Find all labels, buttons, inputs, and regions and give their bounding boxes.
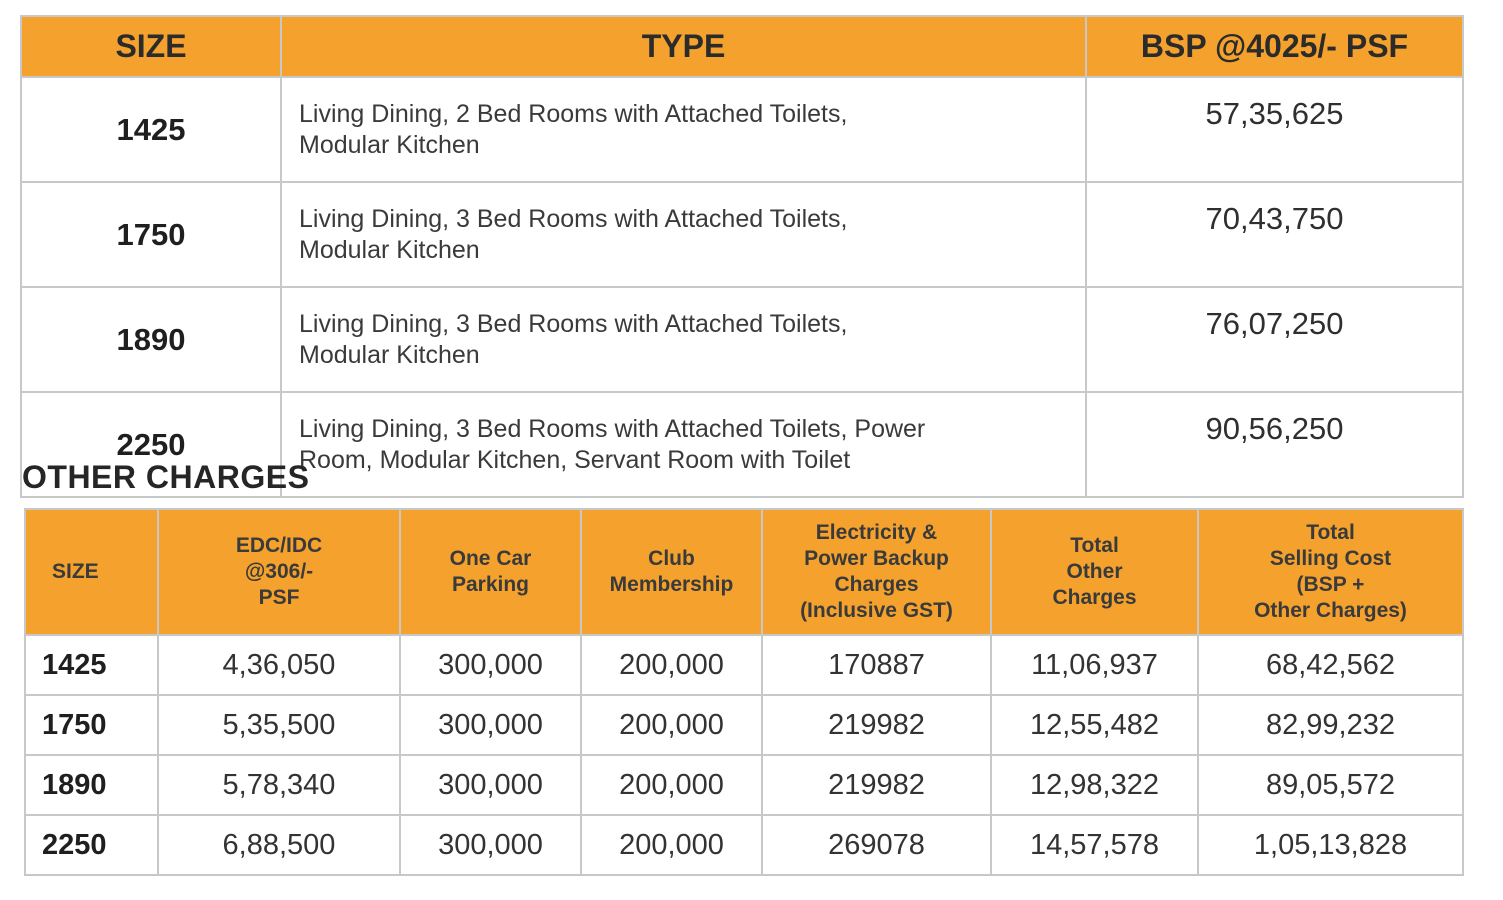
size-cell: 1750 bbox=[21, 182, 281, 287]
type-line: Room, Modular Kitchen, Servant Room with Toilet bbox=[299, 445, 851, 474]
edc-idc-cell: 4,36,050 bbox=[158, 635, 400, 695]
type-line: Modular Kitchen bbox=[299, 340, 480, 369]
total-other-charges-column-header bbox=[991, 509, 1198, 635]
size-cell: 1425 bbox=[25, 635, 158, 695]
header-line: Total bbox=[1070, 534, 1119, 557]
header-line: @306/- bbox=[244, 560, 314, 583]
header-line: Charges bbox=[834, 573, 919, 596]
club-membership-cell: 200,000 bbox=[581, 695, 762, 755]
edc-idc-cell: 6,88,500 bbox=[158, 815, 400, 875]
header-line: Power Backup bbox=[804, 547, 949, 570]
parking-cell: 300,000 bbox=[400, 815, 581, 875]
club-membership-cell: 200,000 bbox=[581, 815, 762, 875]
size-cell: 1890 bbox=[25, 755, 158, 815]
header-line: Electricity & bbox=[815, 521, 938, 544]
type-line: Modular Kitchen bbox=[299, 235, 480, 264]
bsp-cell: 90,56,250 bbox=[1086, 392, 1463, 497]
total-selling-cost-cell: 82,99,232 bbox=[1198, 695, 1463, 755]
parking-column-header bbox=[400, 509, 581, 635]
type-line: Living Dining, 3 Bed Rooms with Attached Toilets, bbox=[299, 309, 848, 338]
total-other-charges-cell: 12,98,322 bbox=[991, 755, 1198, 815]
header-line: (Inclusive GST) bbox=[800, 599, 953, 622]
table-row bbox=[21, 77, 1463, 182]
table-row bbox=[21, 287, 1463, 392]
size-column-header: SIZE bbox=[21, 16, 281, 77]
type-column-header: TYPE bbox=[281, 16, 1086, 77]
header-line: SIZE bbox=[52, 560, 99, 583]
bsp-header-row bbox=[21, 16, 1463, 77]
size-cell: 1425 bbox=[21, 77, 281, 182]
other-charges-heading: OTHER CHARGES bbox=[22, 459, 310, 495]
type-cell bbox=[281, 287, 1086, 392]
type-cell bbox=[281, 182, 1086, 287]
club-membership-cell: 200,000 bbox=[581, 635, 762, 695]
size-column-header bbox=[25, 509, 158, 635]
table-row bbox=[25, 635, 1463, 695]
electricity-cell: 219982 bbox=[762, 755, 991, 815]
total-other-charges-cell: 14,57,578 bbox=[991, 815, 1198, 875]
bsp-price-table bbox=[20, 15, 1464, 498]
table-row bbox=[25, 815, 1463, 875]
type-line: Living Dining, 3 Bed Rooms with Attached Toilets, Power bbox=[299, 414, 926, 443]
bsp-column-header: BSP @4025/- PSF bbox=[1086, 16, 1463, 77]
header-line: Total bbox=[1306, 521, 1355, 544]
total-other-charges-cell: 12,55,482 bbox=[991, 695, 1198, 755]
total-other-charges-cell: 11,06,937 bbox=[991, 635, 1198, 695]
header-line: Selling Cost bbox=[1269, 547, 1392, 570]
size-cell: 1890 bbox=[21, 287, 281, 392]
electricity-column-header bbox=[762, 509, 991, 635]
type-line: Living Dining, 3 Bed Rooms with Attached Toilets, bbox=[299, 204, 848, 233]
parking-cell: 300,000 bbox=[400, 695, 581, 755]
other-charges-table bbox=[24, 508, 1464, 876]
total-selling-cost-cell: 1,05,13,828 bbox=[1198, 815, 1463, 875]
electricity-cell: 269078 bbox=[762, 815, 991, 875]
header-line: One Car bbox=[449, 547, 532, 570]
edc-idc-cell: 5,78,340 bbox=[158, 755, 400, 815]
header-line: Parking bbox=[451, 573, 530, 596]
header-line: Membership bbox=[609, 573, 734, 596]
size-cell: 1750 bbox=[25, 695, 158, 755]
electricity-cell: 219982 bbox=[762, 695, 991, 755]
header-line: Other Charges) bbox=[1254, 599, 1407, 622]
header-line: Club bbox=[648, 547, 695, 570]
parking-cell: 300,000 bbox=[400, 755, 581, 815]
header-line: (BSP + bbox=[1296, 573, 1365, 596]
header-line: Charges bbox=[1052, 586, 1137, 609]
total-selling-cost-cell: 68,42,562 bbox=[1198, 635, 1463, 695]
type-cell bbox=[281, 77, 1086, 182]
bsp-cell: 70,43,750 bbox=[1086, 182, 1463, 287]
electricity-cell: 170887 bbox=[762, 635, 991, 695]
type-line: Modular Kitchen bbox=[299, 130, 480, 159]
total-selling-cost-column-header bbox=[1198, 509, 1463, 635]
table-row bbox=[21, 182, 1463, 287]
size-cell: 2250 bbox=[25, 815, 158, 875]
edc-idc-cell: 5,35,500 bbox=[158, 695, 400, 755]
type-cell bbox=[281, 392, 1086, 497]
type-line: Living Dining, 2 Bed Rooms with Attached Toilets, bbox=[299, 99, 848, 128]
header-line: PSF bbox=[258, 586, 300, 609]
header-line: Other bbox=[1066, 560, 1123, 583]
header-line: EDC/IDC bbox=[235, 534, 323, 557]
club-membership-cell: 200,000 bbox=[581, 755, 762, 815]
size-cell: 2250 bbox=[21, 392, 281, 497]
parking-cell: 300,000 bbox=[400, 635, 581, 695]
other-charges-header-row bbox=[25, 509, 1463, 635]
total-selling-cost-cell: 89,05,572 bbox=[1198, 755, 1463, 815]
club-membership-column-header bbox=[581, 509, 762, 635]
bsp-cell: 57,35,625 bbox=[1086, 77, 1463, 182]
table-row bbox=[25, 755, 1463, 815]
bsp-cell: 76,07,250 bbox=[1086, 287, 1463, 392]
table-row bbox=[25, 695, 1463, 755]
edc-idc-column-header bbox=[158, 509, 400, 635]
